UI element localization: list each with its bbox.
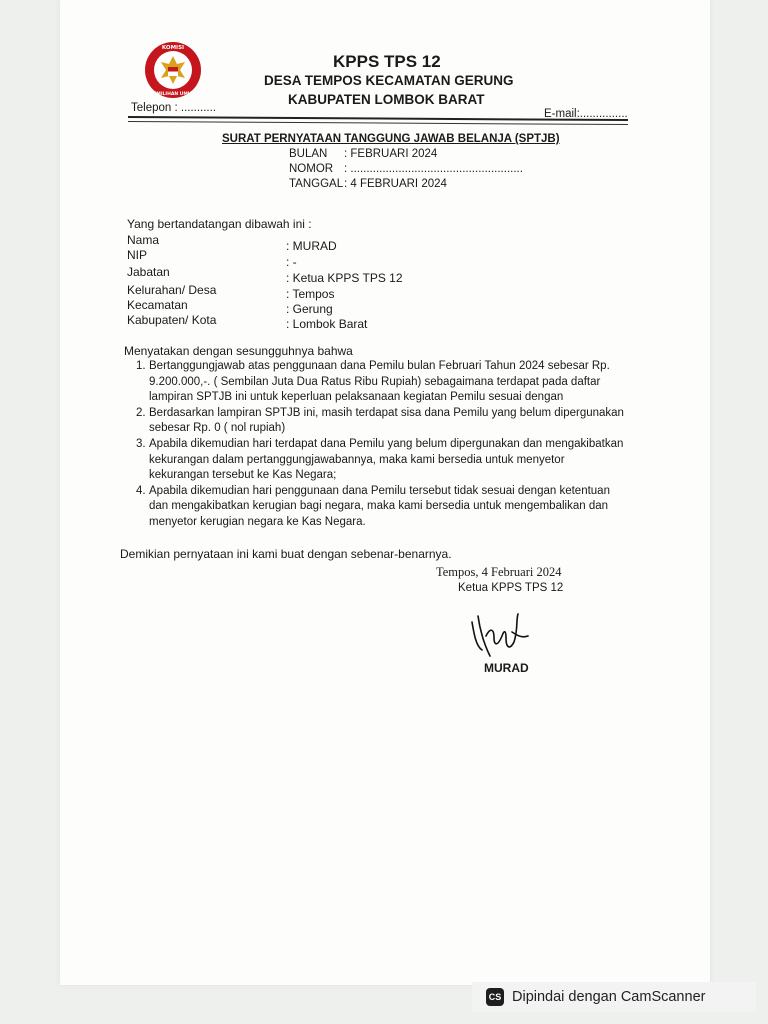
- closing-statement: Demikian pernyataan ini kami buat dengan sebenar-benarnya.: [120, 547, 452, 561]
- meta-value: : FEBRUARI 2024: [344, 148, 438, 160]
- logo-top-text: KOMISI: [161, 45, 185, 51]
- field-label-nip: NIP: [127, 248, 148, 262]
- statement-list: [136, 359, 626, 531]
- field-label-kecamatan: Kecamatan: [127, 298, 188, 312]
- signer-name: MURAD: [484, 661, 529, 675]
- signature-icon: [460, 606, 540, 666]
- meta-row-bulan: [289, 148, 437, 160]
- field-label-desa: Kelurahan/ Desa: [127, 283, 217, 297]
- meta-key: NOMOR: [289, 163, 334, 175]
- logo-bottom-text: PEMILIHAN UMUM: [150, 92, 196, 97]
- list-item: [136, 484, 626, 531]
- list-text: Bertanggungjawab atas penggunaan dana Pemilu bulan Februari Tahun 2024 sebesar Rp. 9.200.000,-. ( Sembilan Juta Dua Ratus Ribu Rupiah) sebagaimana terdapat pada daftar lampiran SPTJB ini untuk keperluan pelaksanaan kegiatan Pemilu sesuai dengan: [149, 360, 610, 404]
- statement-intro: Menyatakan dengan sesungguhnya bahwa: [124, 344, 353, 358]
- list-number: 3.: [136, 437, 146, 450]
- field-label-nama: Nama: [127, 233, 160, 247]
- list-item: [136, 359, 626, 406]
- identity-intro: Yang bertandatangan dibawah ini :: [127, 217, 312, 231]
- meta-value: : 4 FEBRUARI 2024: [344, 178, 447, 190]
- field-label-kabupaten: Kabupaten/ Kota: [127, 313, 217, 327]
- meta-row-nomor: [289, 163, 523, 175]
- field-value-nip: : -: [286, 255, 297, 269]
- meta-value: : ......................................................: [344, 163, 523, 175]
- org-title: KPPS TPS 12: [333, 52, 441, 71]
- signer-position: Ketua KPPS TPS 12: [458, 582, 564, 594]
- list-text: Apabila dikemudian hari penggunaan dana Pemilu tersebut tidak sesuai dengan ketentuan dan mengakibatkan kerugian bagi negara, maka kami bersedia untuk mengembalikan dan menyetor kerugian negara ke Kas Negara.: [149, 484, 610, 528]
- org-line3: KABUPATEN LOMBOK BARAT: [288, 92, 485, 107]
- list-number: 4.: [136, 484, 146, 497]
- field-value-jabatan: : Ketua KPPS TPS 12: [286, 271, 403, 285]
- place-date: Tempos, 4 Februari 2024: [436, 565, 562, 579]
- kpu-logo-icon: [143, 40, 203, 100]
- camscanner-icon: CS: [486, 988, 504, 1006]
- list-number: 1.: [136, 360, 146, 372]
- meta-key: BULAN: [289, 148, 328, 160]
- meta-row-tanggal: [289, 178, 447, 190]
- field-value-kabupaten: : Lombok Barat: [286, 317, 368, 331]
- field-value-desa: : Tempos: [286, 287, 335, 301]
- field-value-nama: : MURAD: [286, 239, 337, 253]
- telepon-label: Telepon : ...........: [131, 102, 217, 114]
- camscanner-text: Dipindai dengan CamScanner: [512, 989, 706, 1005]
- field-label-jabatan: Jabatan: [127, 265, 170, 279]
- camscanner-watermark: [472, 982, 756, 1012]
- document-title: SURAT PERNYATAAN TANGGUNG JAWAB BELANJA (SPTJB): [222, 133, 560, 145]
- org-line2: DESA TEMPOS KECAMATAN GERUNG: [264, 73, 514, 88]
- email-label: E-mail:...............: [544, 108, 628, 120]
- list-item: [136, 406, 626, 437]
- list-number: 2.: [136, 406, 146, 419]
- list-text: Apabila dikemudian hari terdapat dana Pemilu yang belum dipergunakan dan mengakibatkan kekurangan dalam pertanggungjawabannya, maka kami bersedia untuk menyetor kekurangan tersebut ke Kas Negara;: [149, 437, 624, 482]
- list-text: Berdasarkan lampiran SPTJB ini, masih terdapat sisa dana Pemilu yang belum dipergunakan sebesar Rp. 0 ( nol rupiah): [149, 406, 624, 435]
- list-item: [136, 437, 626, 484]
- meta-key: TANGGAL: [289, 178, 344, 190]
- field-value-kecamatan: : Gerung: [286, 302, 333, 316]
